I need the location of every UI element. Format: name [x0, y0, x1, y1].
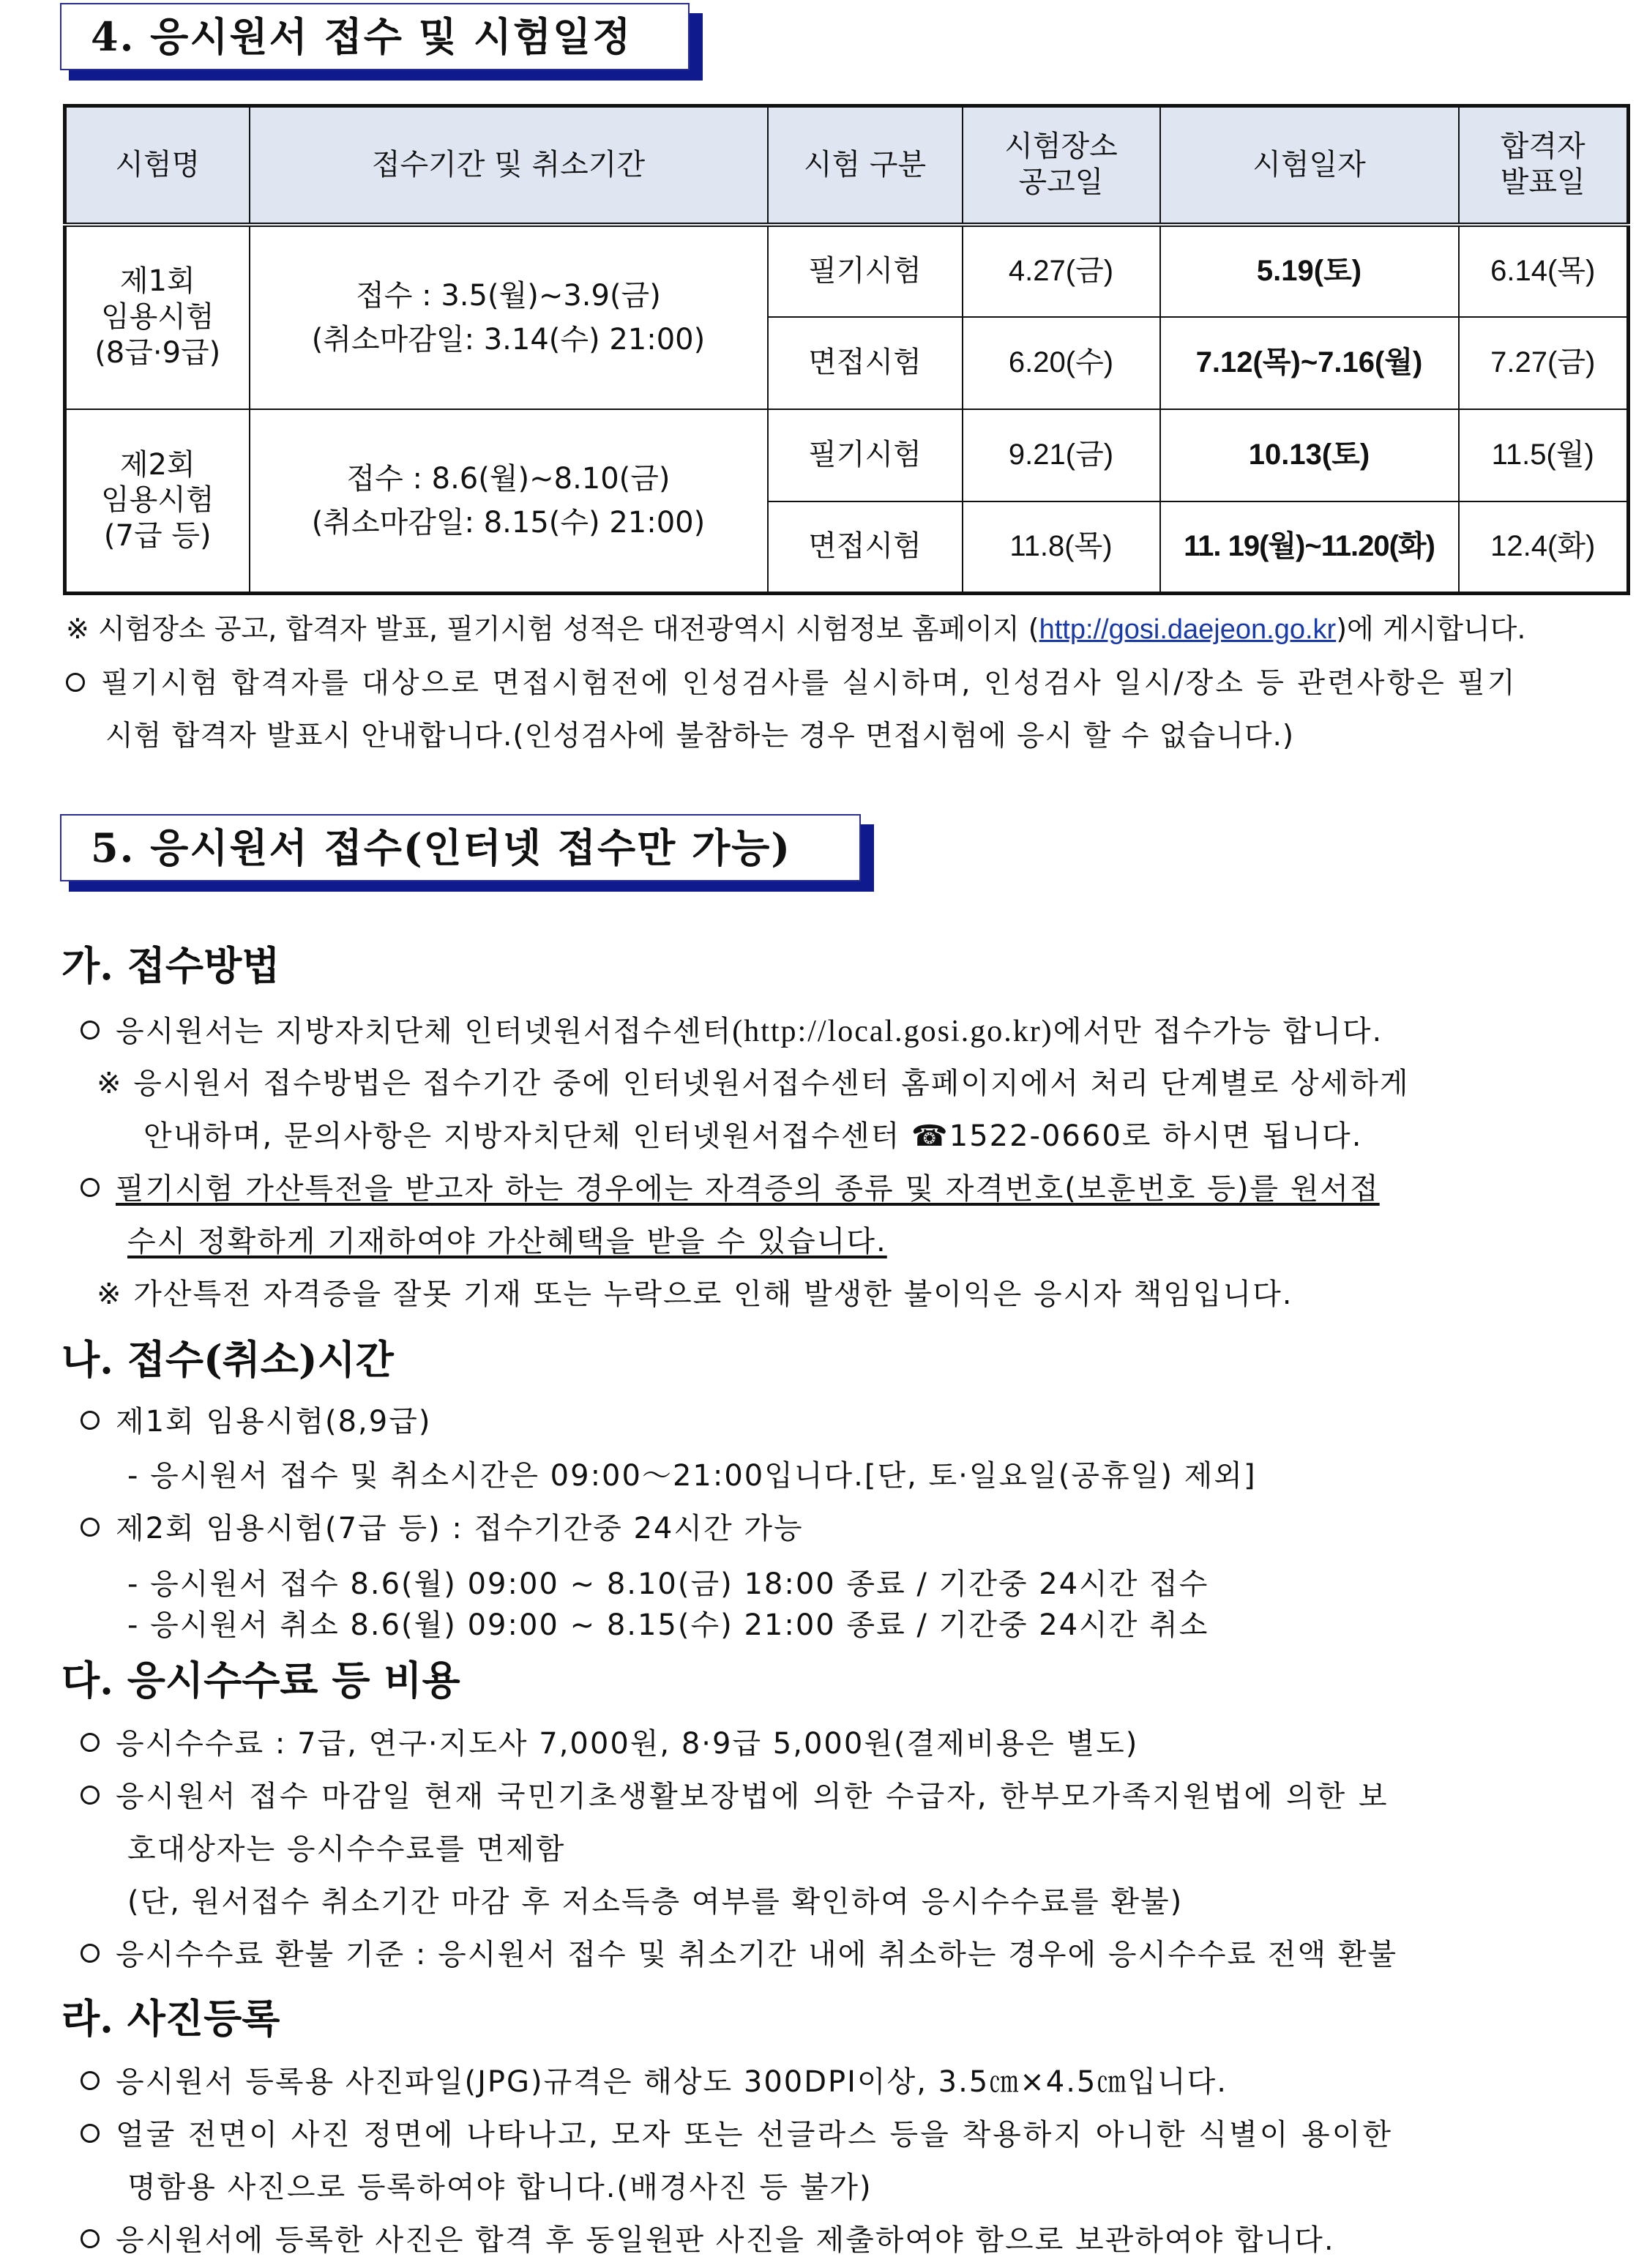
heading-na-time: 나. 접수(취소)시간 [61, 1336, 394, 1383]
round2-written-type: 필기시험 [768, 409, 963, 501]
round2-written-notice: 9.21(금) [963, 409, 1160, 501]
ra-bullet-2-line2: 명함용 사진으로 등록하여야 합니다.(배경사진 등 불가) [127, 2171, 873, 2204]
round2-interview-notice: 11.8(목) [963, 501, 1160, 594]
section5-title: 5. 응시원서 접수(인터넷 접수만 가능) [60, 814, 861, 881]
personality-test-note-2: 시험 합격자 발표시 안내합니다.(인성검사에 불참하는 경우 면접시험에 응시 할 수 없습니다.) [105, 720, 1295, 753]
table-row [65, 225, 1629, 317]
heading-da-fees: 다. 응시수수료 등 비용 [61, 1657, 460, 1704]
heading-ga-application-method: 가. 접수방법 [61, 942, 280, 989]
notice-website-line [66, 615, 1525, 644]
header-exam-name: 시험명 [65, 106, 250, 225]
circle-bullet-icon [81, 2071, 100, 2090]
header-result-date: 합격자 발표일 [1459, 106, 1629, 225]
round1-interview-notice: 6.20(수) [963, 317, 1160, 409]
da-bullet-3: 응시수수료 환불 기준 : 응시원서 접수 및 취소기간 내에 취소하는 경우에 응시수수료 전액 환불 [81, 1940, 1397, 1969]
local-gosi-url: (http://local.gosi.go.kr) [732, 1015, 1053, 1048]
round1-written-type: 필기시험 [768, 225, 963, 317]
round2-written-result: 11.5(월) [1459, 409, 1629, 501]
round2-interview-result: 12.4(화) [1459, 501, 1629, 594]
table-header-row [65, 106, 1629, 225]
heading-ra-photo: 라. 사진등록 [61, 1995, 280, 2042]
round1-written-result: 6.14(목) [1459, 225, 1629, 317]
header-period: 접수기간 및 취소기간 [250, 106, 768, 225]
circle-bullet-icon [81, 2124, 100, 2143]
round1-written-notice: 4.27(금) [963, 225, 1160, 317]
notice-website-post: )에 게시합니다. [1336, 613, 1526, 645]
round1-name: 제1회 임용시험 (8급·9급) [65, 225, 250, 409]
round2-interview-type: 면접시험 [768, 501, 963, 594]
circle-bullet-icon [81, 1733, 100, 1752]
round2-interview-date: 11. 19(월)~11.20(화) [1160, 501, 1459, 594]
ra-bullet-3: 응시원서에 등록한 사진은 합격 후 동일원판 사진을 제출하여야 함으로 보관하여야 합니다. [81, 2226, 1335, 2255]
round1-interview-date: 7.12(목)~7.16(월) [1160, 317, 1459, 409]
ra-bullet-1: 응시원서 등록용 사진파일(JPG)규격은 해상도 300DPI이상, 3.5㎝×4.5㎝입니다. [81, 2067, 1228, 2097]
na-bullet-2: 제2회 임용시험(7급 등) : 접수기간중 24시간 가능 [81, 1514, 804, 1543]
round2-name: 제2회 임용시험 (7급 등) [65, 409, 250, 594]
round2-written-date: 10.13(토) [1160, 409, 1459, 501]
personality-test-note-1: 필기시험 합격자를 대상으로 면접시험전에 인성검사를 실시하며, 인성검사 일시/장소 등 관련사항은 필기 [66, 669, 1517, 698]
ga-bullet-2-line1: 필기시험 가산특전을 받고자 하는 경우에는 자격증의 종류 및 자격번호(보훈번호 등)를 원서접 [81, 1174, 1380, 1204]
notice-website-pre: ※ 시험장소 공고, 합격자 발표, 필기시험 성적은 대전광역시 시험정보 홈페이지 ( [66, 613, 1039, 645]
ga-note-1-line1: ※ 응시원서 접수방법은 접수기간 중에 인터넷원서접수센터 홈페이지에서 처리 단계별로 상세하게 [97, 1067, 1410, 1100]
da-bullet-2-line1: 응시원서 접수 마감일 현재 국민기초생활보장법에 의한 수급자, 한부모가족지원법에 의한 보 [81, 1782, 1389, 1811]
circle-bullet-icon [81, 1411, 100, 1430]
na-bullet-1: 제1회 임용시험(8,9급) [81, 1407, 431, 1436]
header-exam-date: 시험일자 [1160, 106, 1459, 225]
ra-bullet-2-line1: 얼굴 전면이 사진 정면에 나타나고, 모자 또는 선글라스 등을 착용하지 아니한 식별이 용이한 [81, 2120, 1393, 2149]
na-bullet-2-sub-1: - 응시원서 접수 8.6(월) 09:00 ~ 8.10(금) 18:00 종료 / 기간중 24시간 접수 [127, 1567, 1209, 1601]
ga-bullet-1: 응시원서는 지방자치단체 인터넷원서접수센터(http://local.gosi.go.kr)에서만 접수가능 합니다. [81, 1016, 1383, 1047]
ga-note-1-line2: 안내하며, 문의사항은 지방자치단체 인터넷원서접수센터 ☎1522-0660로 하시면 됩니다. [143, 1119, 1363, 1153]
circle-bullet-icon [66, 673, 85, 692]
na-bullet-2-sub-2: - 응시원서 취소 8.6(월) 09:00 ~ 8.15(수) 21:00 종료 / 기간중 24시간 취소 [127, 1608, 1209, 1642]
round1-written-date: 5.19(토) [1160, 225, 1459, 317]
round1-period: 접수 : 3.5(월)~3.9(금) (취소마감일: 3.14(수) 21:00) [250, 225, 768, 409]
circle-bullet-icon [81, 1178, 100, 1197]
round1-interview-result: 7.27(금) [1459, 317, 1629, 409]
circle-bullet-icon [81, 2229, 100, 2248]
na-bullet-1-sub: - 응시원서 접수 및 취소시간은 09:00～21:00입니다.[단, 토·일요일(공휴일) 제외] [127, 1459, 1257, 1493]
header-exam-type: 시험 구분 [768, 106, 963, 225]
circle-bullet-icon [81, 1518, 100, 1537]
section4-title: 4. 응시원서 접수 및 시험일정 [60, 3, 690, 70]
daejeon-gosi-link[interactable]: http://gosi.daejeon.go.kr [1039, 614, 1337, 645]
ga-bullet-2-line2: 수시 정확하게 기재하여야 가산혜택을 받을 수 있습니다. [127, 1225, 887, 1258]
round2-period: 접수 : 8.6(월)~8.10(금) (취소마감일: 8.15(수) 21:00) [250, 409, 768, 594]
ga-note-2: ※ 가산특전 자격증을 잘못 기재 또는 누락으로 인해 발생한 불이익은 응시자 책임입니다. [97, 1277, 1293, 1311]
da-bullet-1: 응시수수료 : 7급, 연구·지도사 7,000원, 8·9급 5,000원(결제비용은 별도) [81, 1729, 1138, 1758]
exam-schedule-table [63, 104, 1630, 595]
header-notice-date: 시험장소 공고일 [963, 106, 1160, 225]
round1-interview-type: 면접시험 [768, 317, 963, 409]
da-bullet-2-line2: 호대상자는 응시수수료를 면제함 [127, 1832, 566, 1866]
da-bullet-2-line3: (단, 원서접수 취소기간 마감 후 저소득층 여부를 확인하여 응시수수료를 환불) [127, 1885, 1184, 1919]
circle-bullet-icon [81, 1021, 100, 1040]
circle-bullet-icon [81, 1786, 100, 1805]
table-row [65, 409, 1629, 501]
circle-bullet-icon [81, 1944, 100, 1963]
